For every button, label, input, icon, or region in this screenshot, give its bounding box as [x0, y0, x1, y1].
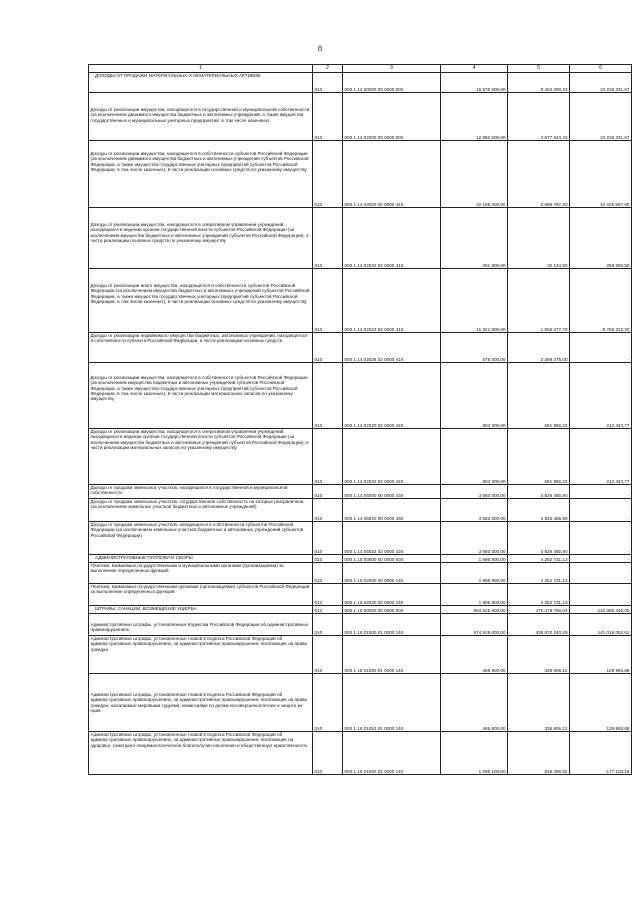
- table-row: [89, 269, 632, 333]
- row-name: ШТРАФЫ, САНКЦИИ, ВОЗМЕЩЕНИЕ УЩЕРБА: [89, 606, 313, 614]
- row-col6-value: -: [570, 333, 632, 363]
- row-line-code: 010: [313, 73, 343, 93]
- row-name: Доходы от продажи земельных участков, находящихся в государственной и муниципальной собственности: [89, 485, 313, 499]
- row-name: Доходы от реализации имущества, находящегося в собственности субъектов Российской Федерации (за исключением движимого имущества бюджетных и автономных учреждений субъектов Российской Федерации, а также имущества государственных унитарных предприятий субъектов Российской Федерации, в том числе казенных), в части реализации основных средств по указанному имуществу: [89, 141, 313, 208]
- row-name: АДМИНИСТРАТИВНЫЕ ПЛАТЕЖИ И СБОРЫ: [89, 555, 313, 563]
- row-budget-code: 000 1 14 02020 02 0000 440: [343, 363, 441, 429]
- row-col5-value: 591 856,23: [508, 363, 570, 429]
- table-row: [89, 606, 632, 614]
- col-2-header: 2: [313, 65, 343, 73]
- row-name: Административные штрафы, установленные главой 5 Кодекса Российской Федерации об административных правонарушениях, за административные правонарушения, посягающие на права граждан: [89, 636, 313, 674]
- row-col5-value: 3 826 455,90: [508, 485, 570, 499]
- row-budget-code: 000 1 16 01060 01 0000 140: [343, 732, 441, 775]
- row-budget-code: 000 1 15 02000 00 0000 140: [343, 563, 441, 584]
- row-col4-value: 574 529 000,00: [441, 614, 508, 636]
- row-line-code: 010: [313, 429, 343, 485]
- row-col5-value: 4 262 731,13: [508, 555, 570, 563]
- row-budget-code: 000 1 14 02023 02 0000 410: [343, 269, 441, 333]
- col-6-header: 6: [570, 65, 632, 73]
- table-row: [89, 363, 632, 429]
- row-budget-code: 000 1 16 01050 01 0000 140: [343, 636, 441, 674]
- row-name: Платежи, взимаемые государственными органами (организациями) субъектов Российской Федерации за выполнение определенных функций: [89, 584, 313, 606]
- row-line-code: 010: [313, 636, 343, 674]
- table-row: [89, 614, 632, 636]
- budget-table: [88, 64, 632, 775]
- row-name: Доходы от реализации имущества, находящегося в оперативном управлении учреждений, находящихся в ведении органов государственной власти субъектов Российской Федерации (за исключением имущества бюджетных и автономных учреждений субъектов Российской Федерации), в части реализации основных средств по указанному имуществу: [89, 208, 313, 269]
- row-name: Административные штрафы, установленные главой 5 Кодекса Российской Федерации об административных правонарушениях, за административные правонарушения, посягающие на права граждан, налагаемые мировыми судьями, комиссиями по делам несовершеннолетних и защите их прав: [89, 674, 313, 732]
- row-col5-value: 591 856,23: [508, 429, 570, 485]
- row-col4-value: 804 300,00: [441, 429, 508, 485]
- row-budget-code: 000 1 14 02022 02 0000 410: [343, 208, 441, 269]
- row-col6-value: -: [570, 499, 632, 522]
- row-col6-value: 10 236 331,57: [570, 93, 632, 141]
- row-budget-code: 000 1 14 02022 02 0000 440: [343, 429, 441, 485]
- row-budget-code: 000 1 15 00000 00 0000 000: [343, 555, 441, 563]
- row-col6-value: -: [570, 522, 632, 555]
- row-line-code: 010: [313, 563, 343, 584]
- row-col5-value: 4 262 731,13: [508, 563, 570, 584]
- row-col4-value: 1 696 800,00: [441, 563, 508, 584]
- row-col6-value: 177 103,18: [570, 732, 632, 775]
- row-budget-code: 000 1 16 01053 01 0000 140: [343, 674, 441, 732]
- row-col6-value: 259 665,50: [570, 208, 632, 269]
- col-3-header: 3: [343, 65, 441, 73]
- row-line-code: 010: [313, 333, 343, 363]
- row-line-code: 010: [313, 485, 343, 499]
- col-4-header: 4: [441, 65, 508, 73]
- row-col5-value: 4 577 643,43: [508, 93, 570, 141]
- table-row: [89, 208, 632, 269]
- row-col5-value: 3 985 787,20: [508, 141, 570, 208]
- row-col6-value: -: [570, 563, 632, 584]
- row-name: Платежи, взимаемые государственными и муниципальными органами (организациями) за выполнение определенных функций: [89, 563, 313, 584]
- row-name: Доходы от реализации иного имущества, находящегося в собственности субъектов Российской Федерации (за исключением имущества бюджетных и автономных учреждений субъектов Российской Федерации, а также имущества государственных унитарных предприятий субъектов Российской Федерации, в том числе казенных), в части реализации основных средств по указанному имуществу: [89, 269, 313, 333]
- row-col6-value: 10 025 587,80: [570, 141, 632, 208]
- row-line-code: 010: [313, 674, 343, 732]
- row-name: Доходы от продажи земельных участков, государственная собственность на которые разграничена (за исключением земельных участков бюджетных и автономных учреждений): [89, 499, 313, 522]
- row-col5-value: 335 906,12: [508, 674, 570, 732]
- row-col4-value: 465 900,00: [441, 674, 508, 732]
- col-5-header: 5: [508, 65, 570, 73]
- row-col6-value: -: [570, 485, 632, 499]
- row-name: Доходы от реализации недвижимого имущества бюджетных, автономных учреждений, находящегося в собственности субъекта Российской Федерации, в части реализации основных средств: [89, 333, 313, 363]
- row-col5-value: 335 906,12: [508, 636, 570, 674]
- table-row: [89, 429, 632, 485]
- table-row: [89, 555, 632, 563]
- row-col4-value: 564 625 600,00: [441, 606, 508, 614]
- row-line-code: 010: [313, 614, 343, 636]
- row-col4-value: 11 321 500,00: [441, 269, 508, 333]
- row-col5-value: 1 555 277,70: [508, 269, 570, 333]
- row-budget-code: 000 1 14 06022 02 0000 430: [343, 522, 441, 555]
- row-name: Административные штрафы, установленные Кодексом Российской Федерации об административных правонарушениях: [89, 614, 313, 636]
- row-col4-value: 1 696 800,00: [441, 555, 508, 563]
- row-col5-value: 32 134,50: [508, 208, 570, 269]
- row-line-code: 010: [313, 208, 343, 269]
- table-row: [89, 485, 632, 499]
- row-budget-code: 000 1 14 06020 00 0000 430: [343, 499, 441, 522]
- table-row: [89, 93, 632, 141]
- row-name: Административные штрафы, установленные главой 6 Кодекса Российской Федерации об административных правонарушениях, за административные правонарушения, посягающие на здоровье, санитарно-эпидемиологическое благополучие населения и общественную нравственность: [89, 732, 313, 775]
- row-budget-code: 000 1 14 02028 02 0000 410: [343, 333, 441, 363]
- row-budget-code: 000 1 14 02000 00 0000 000: [343, 93, 441, 141]
- row-budget-code: 000 1 16 01000 01 0000 140: [343, 614, 441, 636]
- row-name: Доходы от реализации имущества, находящегося в собственности субъектов Российской Федерации (за исключением имущества бюджетных и автономных учреждений субъектов Российской Федерации, а также имущества государственных унитарных предприятий субъектов Российской Федерации, в том числе казенных), в части реализации материальных запасов по указанному имуществу: [89, 363, 313, 429]
- row-col6-value: -: [570, 555, 632, 563]
- row-col5-value: 470 478 756,64: [508, 606, 570, 614]
- row-col5-value: 918 496,82: [508, 732, 570, 775]
- row-budget-code: 000 1 14 02020 02 0000 410: [343, 141, 441, 208]
- row-col6-value: 9 766 222,30: [570, 269, 632, 333]
- row-name: Доходы от реализации имущества, находящегося в государственной и муниципальной собственности (за исключением движимого имущества бюджетных и автономных учреждений, а также имущества государственных и муниципальных унитарных предприятий, в том числе казенных): [89, 93, 313, 141]
- table-row: [89, 584, 632, 606]
- row-col6-value: 212 443,77: [570, 363, 632, 429]
- row-line-code: 010: [313, 584, 343, 606]
- row-name: ДОХОДЫ ОТ ПРОДАЖИ МАТЕРИАЛЬНЫХ И НЕМАТЕРИАЛЬНЫХ АКТИВОВ: [89, 73, 313, 93]
- row-col4-value: 3 583 300,00: [441, 522, 508, 555]
- row-name: Доходы от продажи земельных участков, находящихся в собственности субъектов Российской Федерации (за исключением земельных участков бюджетных и автономных учреждений субъектов Российской Федерации): [89, 522, 313, 555]
- table-row: [89, 333, 632, 363]
- row-col6-value: 142 086 446,05: [570, 606, 632, 614]
- row-col4-value: 16 575 900,00: [441, 73, 508, 93]
- table-row: [89, 522, 632, 555]
- row-col6-value: 10 236 331,57: [570, 73, 632, 93]
- row-col4-value: 465 900,00: [441, 636, 508, 674]
- row-budget-code: 000 1 16 00000 00 0000 000: [343, 606, 441, 614]
- row-col5-value: 8 404 099,33: [508, 73, 570, 93]
- page-number: 8: [318, 44, 322, 53]
- row-col4-value: 1 095 100,00: [441, 732, 508, 775]
- row-line-code: 010: [313, 555, 343, 563]
- table-row: [89, 674, 632, 732]
- table-row: [89, 141, 632, 208]
- row-line-code: 010: [313, 732, 343, 775]
- table-row: [89, 563, 632, 584]
- row-line-code: 010: [313, 269, 343, 333]
- row-line-code: 010: [313, 363, 343, 429]
- row-line-code: 010: [313, 93, 343, 141]
- row-col6-value: 129 993,88: [570, 636, 632, 674]
- row-col4-value: 12 992 600,00: [441, 93, 508, 141]
- row-col4-value: 12 188 300,00: [441, 141, 508, 208]
- column-number-row: [89, 65, 632, 73]
- row-col4-value: 804 300,00: [441, 363, 508, 429]
- row-col4-value: 3 583 300,00: [441, 485, 508, 499]
- row-line-code: 010: [313, 522, 343, 555]
- row-budget-code: 000 1 14 06000 00 0000 430: [343, 485, 441, 499]
- row-col5-value: 3 826 455,90: [508, 499, 570, 522]
- row-line-code: 010: [313, 499, 343, 522]
- table-row: [89, 636, 632, 674]
- row-budget-code: 000 1 15 02020 02 0000 140: [343, 584, 441, 606]
- table-row: [89, 73, 632, 93]
- col-1-header: 1: [89, 65, 313, 73]
- row-line-code: 010: [313, 141, 343, 208]
- row-col4-value: 575 000,00: [441, 333, 508, 363]
- row-name: Доходы от реализации имущества, находящегося в оперативном управлении учреждений, находящихся в ведении органов государственной власти субъектов Российской Федерации (за исключением имущества бюджетных и автономных учреждений субъектов Российской Федерации), в части реализации материальных запасов по указанному имуществу: [89, 429, 313, 485]
- table-row: [89, 499, 632, 522]
- row-col6-value: -: [570, 584, 632, 606]
- row-col5-value: 4 262 731,13: [508, 584, 570, 606]
- row-col5-value: 2 398 375,00: [508, 333, 570, 363]
- row-col5-value: 3 826 455,90: [508, 522, 570, 555]
- table-row: [89, 732, 632, 775]
- row-col4-value: 3 583 300,00: [441, 499, 508, 522]
- row-col4-value: 1 696 800,00: [441, 584, 508, 606]
- row-line-code: 010: [313, 606, 343, 614]
- row-budget-code: 000 1 14 00000 00 0000 000: [343, 73, 441, 93]
- row-col5-value: 435 870 240,29: [508, 614, 570, 636]
- row-col6-value: 212 443,77: [570, 429, 632, 485]
- row-col4-value: 291 800,00: [441, 208, 508, 269]
- row-col6-value: 129 993,88: [570, 674, 632, 732]
- row-col6-value: 141 018 052,62: [570, 614, 632, 636]
